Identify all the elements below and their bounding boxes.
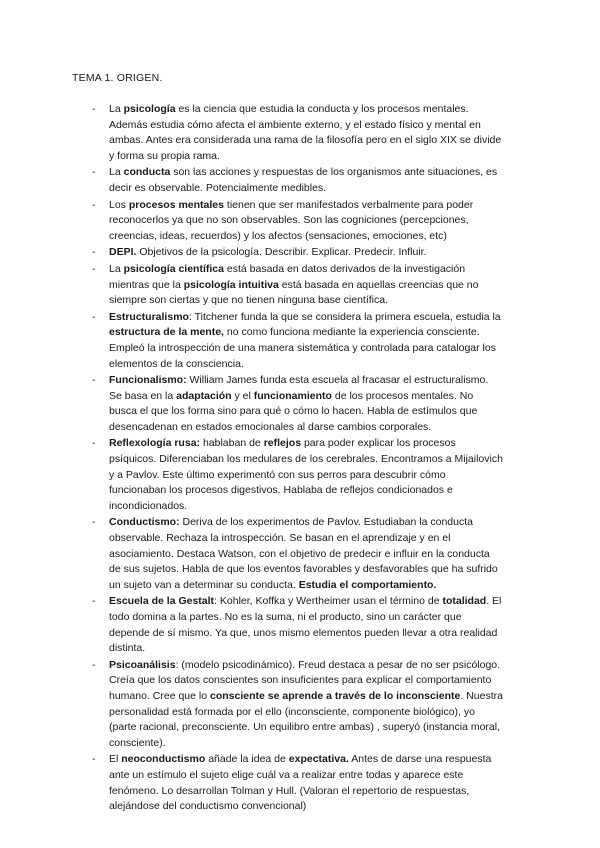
bullet-dash: - [92, 103, 96, 115]
bullet-dash: - [92, 516, 96, 529]
list-item: - Estructuralismo: Titchener funda la que se considera la primera escuela, estudia la estructura de la mente, no como funciona mediante la experiencia consciente. Empleó la introspección de una manera sistemática y controlada para catalogar los elementos de la consciencia. [92, 310, 501, 370]
list-item: - La psicología científica está basada en datos derivados de la investigación mientras que la psicología intuitiva está basada en aquellas creencias que no siempre son ciertas y que no tienen ninguna base científica. [92, 262, 479, 307]
list-item: - La psicología es la ciencia que estudia la conducta y los procesos mentales. Además estudia cómo afecta el ambiente externo, y el estado físico y mental en ambas. Antes era considerada una rama de la filosofía pero en el siglo XIX se divide y forma su propia rama. [92, 103, 502, 162]
list-item: - El neoconductismo añade la idea de expectativa. Antes de darse una respuesta ante un estímulo el sujeto elige cuál va a realizar entre todas y aparece este fenómeno. Lo desarrollan Tolman y Hull. (Valoran el repertorio de respuestas, alejándose del conductismo convencional) [92, 753, 492, 813]
bullet-dash: - [92, 246, 96, 259]
bullet-dash: - [92, 198, 96, 211]
list-item: - Reflexología rusa: hablaban de reflejos para poder explicar los procesos psíquicos. Diferenciaban los medulares de los cerebrales. Encontramos a Mijailovich y a Pavlov. Este último experimentó con sus perros para descubrir cómo funcionaban los procesos digestivos. Hablaba de reflejos condicionados e incondicionados. [92, 437, 503, 512]
list-item: - Funcionalismo: William James funda esta escuela al fracasar el estructuralismo. Se basa en la adaptación y el funcionamiento de los procesos mentales. No busca el que los forma sino para qué o cómo lo hacen. Habla de estímulos que desencadenan en estados emocionales al darse cambios corporales. [92, 374, 489, 433]
list-item: - Escuela de la Gestalt: Kohler, Koffka y Wertheimer usan el término de totalidad. El todo domina a la partes. No es la suma, ni el producto, sino un carácter que depende de sí mismo. Ya que, unos mismo elementos pueden llevar a otra realidad distinta. [92, 595, 502, 655]
list-item: - Los procesos mentales tienen que ser manifestados verbalmente para poder reconocerlos ya que no son observables. Son las cogniciones (percepciones, creencias, ideas, recuerdos) y los afectos (sensaciones, emociones, etc) [92, 198, 474, 242]
bullet-list [92, 102, 504, 816]
bullet-dash: - [92, 658, 96, 671]
list-item: - Psicoanálisis: (modelo psicodinámico). Freud destaca a pesar de no ser psicólogo. Creía que los datos conscientes son insuficientes para explicar el comportamiento humano. Cree que lo consciente se aprende a través de lo inconsciente. Nuestra personalidad está formada por el ello (inconsciente, componente biológico), yo (parte racional, preconsciente. Un equilibro entre ambas) , superyó (instancia moral, consciente). [92, 658, 503, 749]
bullet-dash: - [92, 753, 96, 766]
bullet-dash: - [92, 166, 96, 179]
list-item: - La conducta son las acciones y respuestas de los organismos ante situaciones, es decir es observable. Potencialmente medibles. [92, 166, 498, 194]
bullet-dash: - [92, 595, 96, 608]
bullet-dash: - [92, 437, 96, 450]
page-title: TEMA 1. ORIGEN. [72, 72, 163, 84]
list-item: - Conductismo: Deriva de los experimentos de Pavlov. Estudiaban la conducta observable. Rechaza la introspección. Se basan en el aprendizaje y en el asociamiento. Destaca Watson, con el objetivo de predecir e influir en la conducta de sus sujetos. Habla de que los eventos favorables y desfavorables que ha sufrido un sujeto van a determinar su conducta. Estudia el comportamiento. [92, 516, 498, 591]
bullet-dash: - [92, 310, 96, 323]
list-item: - DEPI. Objetivos de la psicología. Describir. Explicar. Predecir. Influir. [92, 245, 504, 261]
bullet-dash: - [92, 262, 96, 275]
bullet-dash: - [92, 374, 96, 387]
